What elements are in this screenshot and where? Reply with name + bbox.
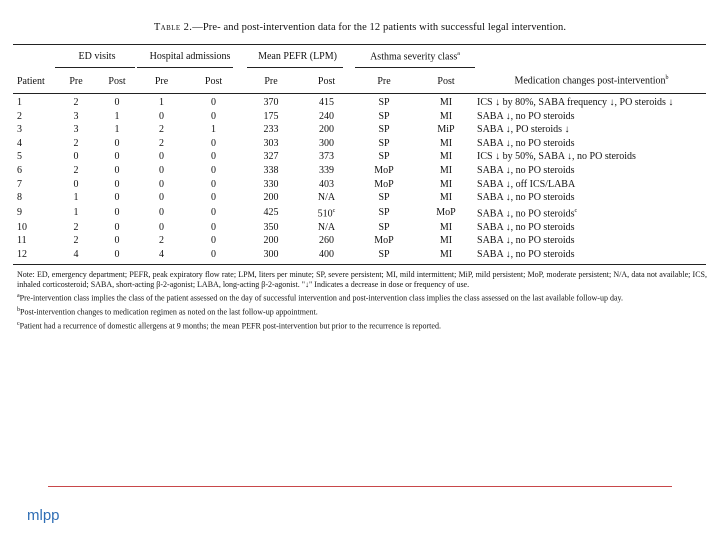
severity-pre-header: Pre: [377, 75, 391, 87]
table-bottom-rule: [13, 264, 706, 265]
hosp-pre-header: Pre: [154, 75, 169, 87]
note-a: $^a$Pre-intervention class implies the class of the patient assessed on the day of successful intervention and post-intervention class implies the class assessed on the last available follow-up day.: [17, 293, 623, 304]
hosp-post-header: Post: [204, 75, 223, 87]
severity-post-header: Post: [437, 75, 455, 87]
note-main: Note: ED, emergency department; PEFR, peak expiratory flow rate; LPM, liters per minute; SP, severe persistent; MI, mild intermittent; MiP, mild persistent; MoP, moderate persistent; N/A, data not available; ICS, inhaled corticosteroid; SABA, short-acting β-2-agonist; LABA, long-acting β-2-agonist. "↓" Indicates a decrease in dose or frequency of use.: [17, 270, 707, 290]
note-c: $^c$Patient had a recurrence of domestic allergens at 9 months; the mean PEFR post-intervention but prior to the recurrence is reported.: [17, 321, 441, 331]
group-header-row: [13, 44, 706, 69]
patient-header: Patient: [17, 75, 45, 87]
table-row: 11 2 0 2 0 200 260 MoP MI SABA ↓, no PO steroids: [17, 235, 575, 247]
note-b: $^b$Post-intervention changes to medication regimen as noted on the last follow-up appointment.: [17, 307, 318, 317]
hospital-admissions-header: Hospital admissions: [149, 51, 231, 62]
brand-logo: mlpp: [27, 507, 60, 524]
table-caption-label: Table 2.: [153, 22, 193, 33]
ed-post-header: Post: [108, 75, 126, 87]
sub-header-row: [13, 69, 706, 93]
pefr-post-header: Post: [317, 75, 336, 87]
table-notes: [17, 270, 707, 333]
table-row: 1 2 0 1 0 370 415 SP MI ICS ↓ by 80%, SABA frequency ↓, PO steroids ↓: [17, 97, 674, 108]
table-row: 12 4 0 4 0 300 400 SP MI SABA ↓, no PO steroids: [17, 248, 575, 260]
table-row: 6 2 0 0 0 338 339 MoP MI SABA ↓, no PO steroids: [17, 164, 575, 176]
asthma-severity-header: Asthma severity class$^a$: [370, 50, 460, 63]
pefr-pre-header: Pre: [264, 75, 278, 87]
table-row: 8 1 0 0 0 200 N/A SP MI SABA ↓, no PO steroids: [17, 192, 575, 204]
mean-pefr-header: Mean PEFR (LPM): [258, 51, 337, 62]
table-caption-text: —Pre- and post-intervention data for the 12 patients with successful legal intervention.: [192, 22, 567, 33]
ed-pre-header: Pre: [69, 75, 83, 87]
ed-visits-header: ED visits: [78, 51, 116, 62]
table-row: 5 0 0 0 0 327 373 SP MI ICS ↓ by 50%, SABA ↓, no PO steroids: [17, 151, 636, 163]
table-row: 7 0 0 0 0 330 403 MoP MI SABA ↓, off ICS/LABA: [17, 178, 576, 190]
patient-data-table: [13, 44, 706, 261]
table-row: 3 3 1 2 1 233 200 SP MiP SABA ↓, PO steroids ↓: [17, 124, 570, 136]
table-row: 10 2 0 0 0 350 N/A SP MI SABA ↓, no PO steroids: [17, 221, 575, 233]
footer-divider: [48, 486, 672, 487]
table-row: 4 2 0 2 0 303 300 SP MI SABA ↓, no PO steroids: [17, 137, 575, 149]
medication-header: Medication changes post-intervention$^b$: [514, 75, 669, 87]
table-row: 9 1 0 0 0 425 510$^c$ SP MoP SABA ↓, no PO steroids$^c$: [17, 206, 578, 220]
table-caption: [0, 22, 720, 33]
table-row: 2 3 1 0 0 175 240 SP MI SABA ↓, no PO steroids: [17, 110, 575, 122]
